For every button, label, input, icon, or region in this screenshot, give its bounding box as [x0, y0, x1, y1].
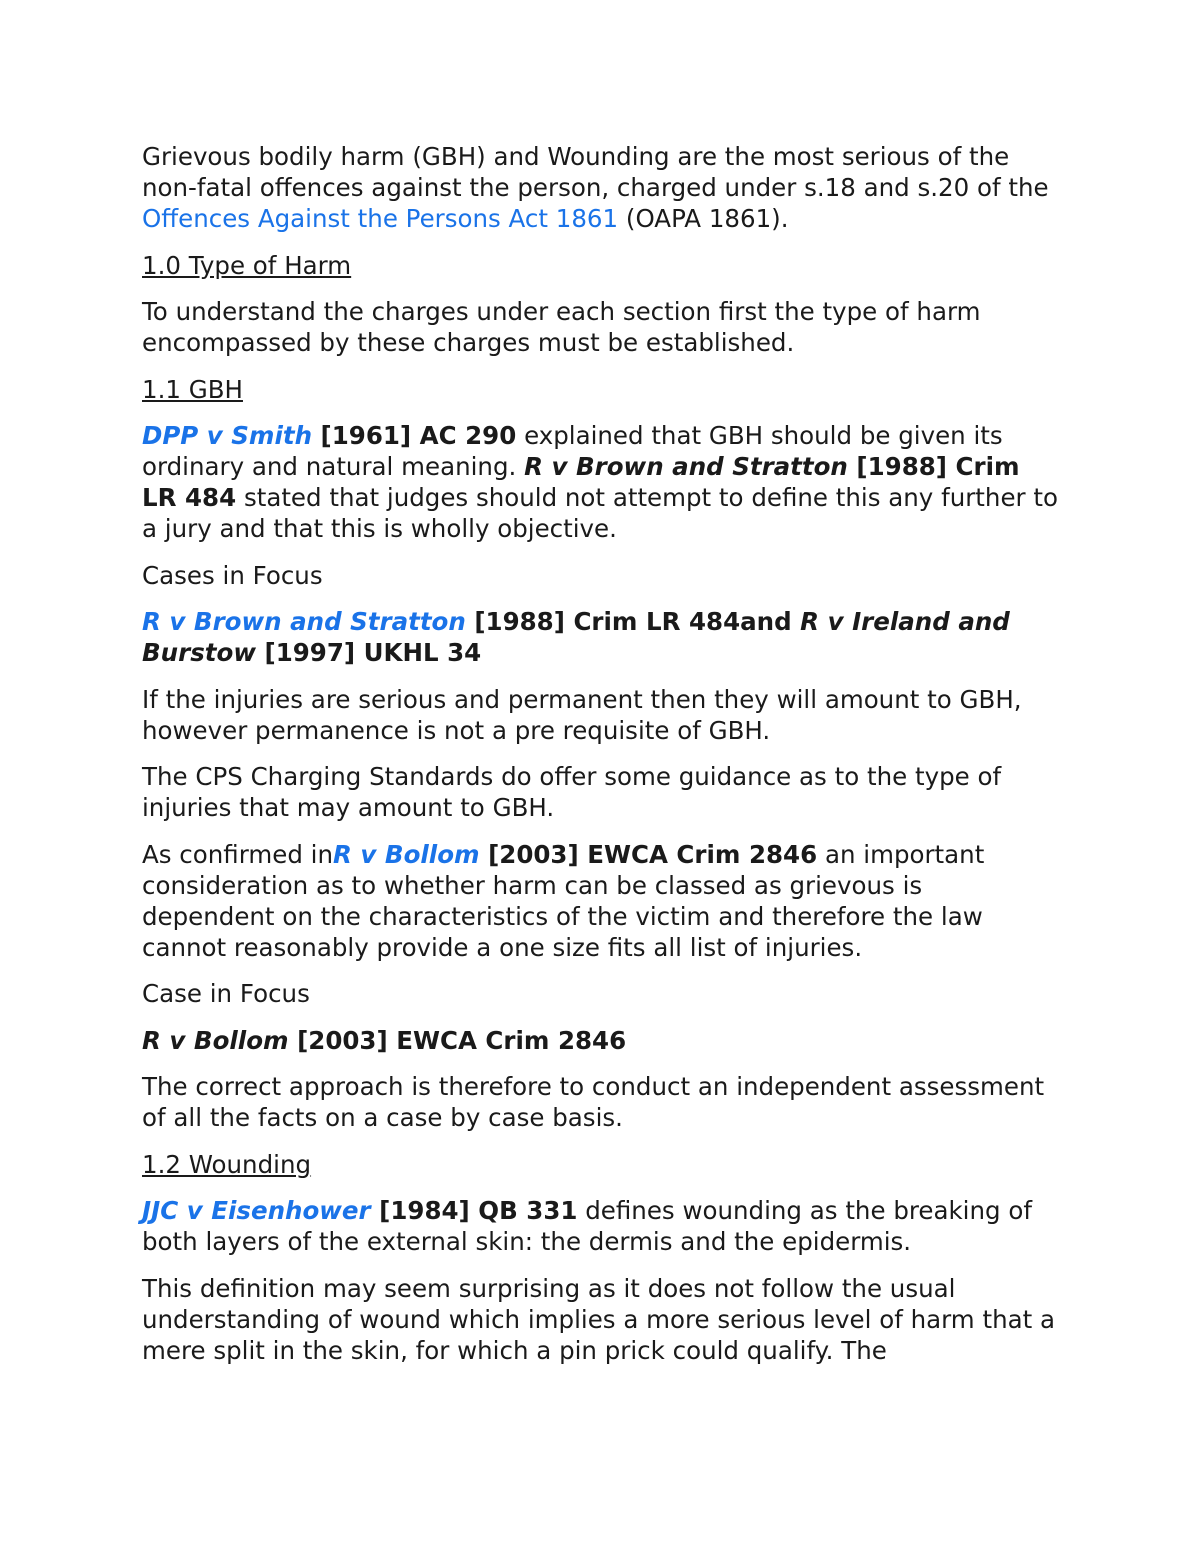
intro-paragraph — [142, 141, 1062, 234]
citation: [1988] Crim LR 484 — [142, 452, 1020, 512]
citation: [1984] QB 331 — [370, 1196, 578, 1225]
intro-text: Grievous bodily harm (GBH) and Wounding are the most serious of the non-fatal offences against the person, charged under s.18 and s.20 of the — [142, 142, 1049, 202]
case-link-r-v-bollom[interactable]: R v Bollom — [333, 839, 480, 869]
case-in-focus-label: Case in Focus — [142, 979, 310, 1008]
citation: [1997] UKHL 34 — [255, 638, 482, 667]
paragraph-text: defines wounding as the breaking of both layers of the external skin: the dermis and the epidermis. — [142, 1196, 1032, 1256]
paragraph-text: stated that judges should not attempt to define this any further to a jury and that this is wholly objective. — [142, 483, 1058, 543]
intro-text-end: (OAPA 1861). — [618, 204, 789, 233]
citation: [1988] Crim LR 484and — [465, 607, 801, 636]
cases-in-focus-line — [142, 606, 1062, 668]
document-page — [142, 141, 1062, 1381]
correct-approach-paragraph: The correct approach is therefore to conduct an independent assessment of all the facts on a case by case basis. — [142, 1072, 1045, 1132]
case-name: R v Brown and Stratton — [524, 452, 848, 481]
heading-type-of-harm: 1.0 Type of Harm — [142, 250, 352, 280]
bollom-paragraph — [142, 839, 1062, 963]
type-of-harm-paragraph: To understand the charges under each section first the type of harm encompassed by these charges must be established. — [142, 297, 981, 357]
case-link-brown-and-stratton[interactable]: R v Brown and Stratton — [142, 607, 466, 636]
gbh-paragraph — [142, 420, 1062, 544]
permanence-paragraph: If the injuries are serious and permanent then they will amount to GBH, however permanence is not a pre requisite of GBH. — [142, 684, 1022, 745]
cps-paragraph: The CPS Charging Standards do offer some guidance as to the type of injuries that may amount to GBH. — [142, 762, 1002, 822]
paragraph-text: explained that GBH should be given its ordinary and natural meaning. — [142, 421, 1003, 481]
case-link-jjc-v-eisenhower[interactable]: JJC v Eisenhower — [142, 1196, 371, 1225]
case-name: R v Bollom — [142, 1025, 289, 1055]
heading-gbh: 1.1 GBH — [142, 374, 243, 404]
paragraph-text: As confirmed in — [142, 839, 333, 869]
citation: [2003] EWCA Crim 2846 — [288, 1025, 627, 1055]
wounding-surprise-paragraph: This definition may seem surprising as it does not follow the usual understanding of wound which implies a more serious level of harm that a mere split in the skin, for which a pin prick could qualify. The — [142, 1273, 1056, 1365]
case-name: R v Ireland and Burstow — [142, 607, 1010, 667]
wounding-definition-paragraph — [142, 1195, 1062, 1257]
case-link-dpp-v-smith[interactable]: DPP v Smith — [142, 421, 313, 450]
citation: [2003] EWCA Crim 2846 — [479, 839, 818, 869]
case-in-focus-line — [142, 1025, 1062, 1056]
citation: [1961] AC 290 — [312, 421, 517, 450]
cases-in-focus-label: Cases in Focus — [142, 560, 323, 590]
oapa-link[interactable]: Offences Against the Persons Act 1861 — [142, 204, 619, 233]
heading-wounding: 1.2 Wounding — [142, 1149, 312, 1179]
paragraph-text: an important consideration as to whether harm can be classed as grievous is dependent on the characteristics of the victim and therefore the law cannot reasonably provide a one size fits all list of injuries. — [142, 839, 985, 962]
